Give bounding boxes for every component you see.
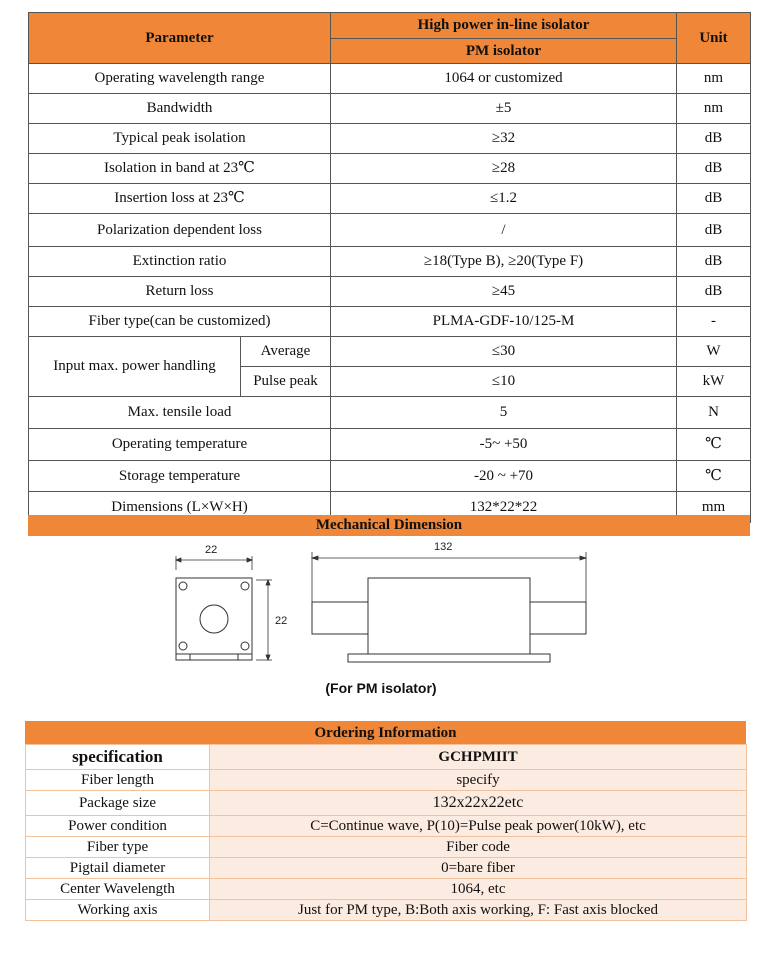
spec-table <box>28 12 751 523</box>
value-cell: 132*22*22 <box>331 492 677 523</box>
param-cell: Fiber type(can be customized) <box>29 307 331 337</box>
order-value: Just for PM type, B:Both axis working, F: Fast axis blocked <box>210 900 747 921</box>
end-view <box>176 578 252 660</box>
value-cell: ≥18(Type B), ≥20(Type F) <box>331 247 677 277</box>
header-product-sub: PM isolator <box>331 38 677 64</box>
ordering-table <box>25 744 747 921</box>
unit-cell: kW <box>677 367 751 397</box>
param-cell: Operating temperature <box>29 429 331 461</box>
mechanical-title: Mechanical Dimension <box>28 515 750 536</box>
height-label: 22 <box>275 615 288 627</box>
header-unit: Unit <box>677 13 751 64</box>
param-cell: Typical peak isolation <box>29 124 331 154</box>
power-param-cell: Input max. power handling <box>29 337 241 397</box>
unit-cell: W <box>677 337 751 367</box>
unit-cell: nm <box>677 94 751 124</box>
unit-cell: dB <box>677 154 751 184</box>
table-row <box>29 94 751 124</box>
unit-cell: N <box>677 397 751 429</box>
value-cell: ≤10 <box>331 367 677 397</box>
header-product: High power in-line isolator <box>331 13 677 39</box>
unit-cell: dB <box>677 214 751 247</box>
table-row <box>29 184 751 214</box>
table-row <box>29 247 751 277</box>
value-cell: ≤30 <box>331 337 677 367</box>
unit-cell: ℃ <box>677 429 751 461</box>
table-row <box>26 837 747 858</box>
value-cell: ±5 <box>331 94 677 124</box>
value-cell: PLMA-GDF-10/125-M <box>331 307 677 337</box>
order-value: specify <box>210 770 747 791</box>
spec-value: GCHPMIIT <box>210 745 747 770</box>
unit-cell: nm <box>677 64 751 94</box>
param-cell: Bandwidth <box>29 94 331 124</box>
param-cell: Operating wavelength range <box>29 64 331 94</box>
param-cell: Max. tensile load <box>29 397 331 429</box>
param-cell: Insertion loss at 23℃ <box>29 184 331 214</box>
table-row <box>26 858 747 879</box>
table-row <box>26 745 747 770</box>
height-dimension <box>256 580 272 660</box>
order-value: 1064, etc <box>210 879 747 900</box>
table-row <box>26 879 747 900</box>
table-row <box>29 214 751 247</box>
value-cell: 1064 or customized <box>331 64 677 94</box>
value-cell: ≥28 <box>331 154 677 184</box>
param-cell: Dimensions (L×W×H) <box>29 492 331 523</box>
unit-cell: dB <box>677 277 751 307</box>
table-row <box>29 124 751 154</box>
order-label: Working axis <box>26 900 210 921</box>
value-cell: ≥45 <box>331 277 677 307</box>
header-parameter: Parameter <box>29 13 331 64</box>
order-label: Fiber type <box>26 837 210 858</box>
order-value: C=Continue wave, P(10)=Pulse peak power(10kW), etc <box>210 816 747 837</box>
order-label: Package size <box>26 791 210 816</box>
order-label: Power condition <box>26 816 210 837</box>
order-label: Center Wavelength <box>26 879 210 900</box>
value-cell: ≤1.2 <box>331 184 677 214</box>
param-cell: Polarization dependent loss <box>29 214 331 247</box>
mechanical-drawing <box>0 536 762 676</box>
value-cell: / <box>331 214 677 247</box>
param-cell: Storage temperature <box>29 461 331 492</box>
table-row <box>29 64 751 94</box>
pulse-label: Pulse peak <box>241 367 331 397</box>
param-cell: Isolation in band at 23℃ <box>29 154 331 184</box>
unit-cell: - <box>677 307 751 337</box>
param-cell: Return loss <box>29 277 331 307</box>
table-row <box>29 337 751 367</box>
side-view <box>312 578 586 662</box>
order-value: Fiber code <box>210 837 747 858</box>
table-row <box>26 791 747 816</box>
average-label: Average <box>241 337 331 367</box>
mechanical-caption: (For PM isolator) <box>325 680 437 696</box>
table-row <box>29 461 751 492</box>
table-row <box>29 277 751 307</box>
table-row <box>29 397 751 429</box>
width-label: 22 <box>205 544 218 556</box>
table-row <box>26 770 747 791</box>
param-cell: Extinction ratio <box>29 247 331 277</box>
table-row <box>29 429 751 461</box>
value-cell: -20 ~ +70 <box>331 461 677 492</box>
order-value: 132x22x22etc <box>210 791 747 816</box>
unit-cell: dB <box>677 247 751 277</box>
unit-cell: dB <box>677 124 751 154</box>
unit-cell: ℃ <box>677 461 751 492</box>
value-cell: 5 <box>331 397 677 429</box>
order-label: Fiber length <box>26 770 210 791</box>
unit-cell: mm <box>677 492 751 523</box>
width-dimension <box>176 556 252 570</box>
value-cell: -5~ +50 <box>331 429 677 461</box>
length-label: 132 <box>434 541 453 553</box>
order-label: Pigtail diameter <box>26 858 210 879</box>
value-cell: ≥32 <box>331 124 677 154</box>
table-row <box>29 154 751 184</box>
order-value: 0=bare fiber <box>210 858 747 879</box>
table-row <box>26 900 747 921</box>
spec-label: specification <box>26 745 210 770</box>
table-row <box>26 816 747 837</box>
table-row <box>29 307 751 337</box>
unit-cell: dB <box>677 184 751 214</box>
ordering-title: Ordering Information <box>25 721 746 744</box>
